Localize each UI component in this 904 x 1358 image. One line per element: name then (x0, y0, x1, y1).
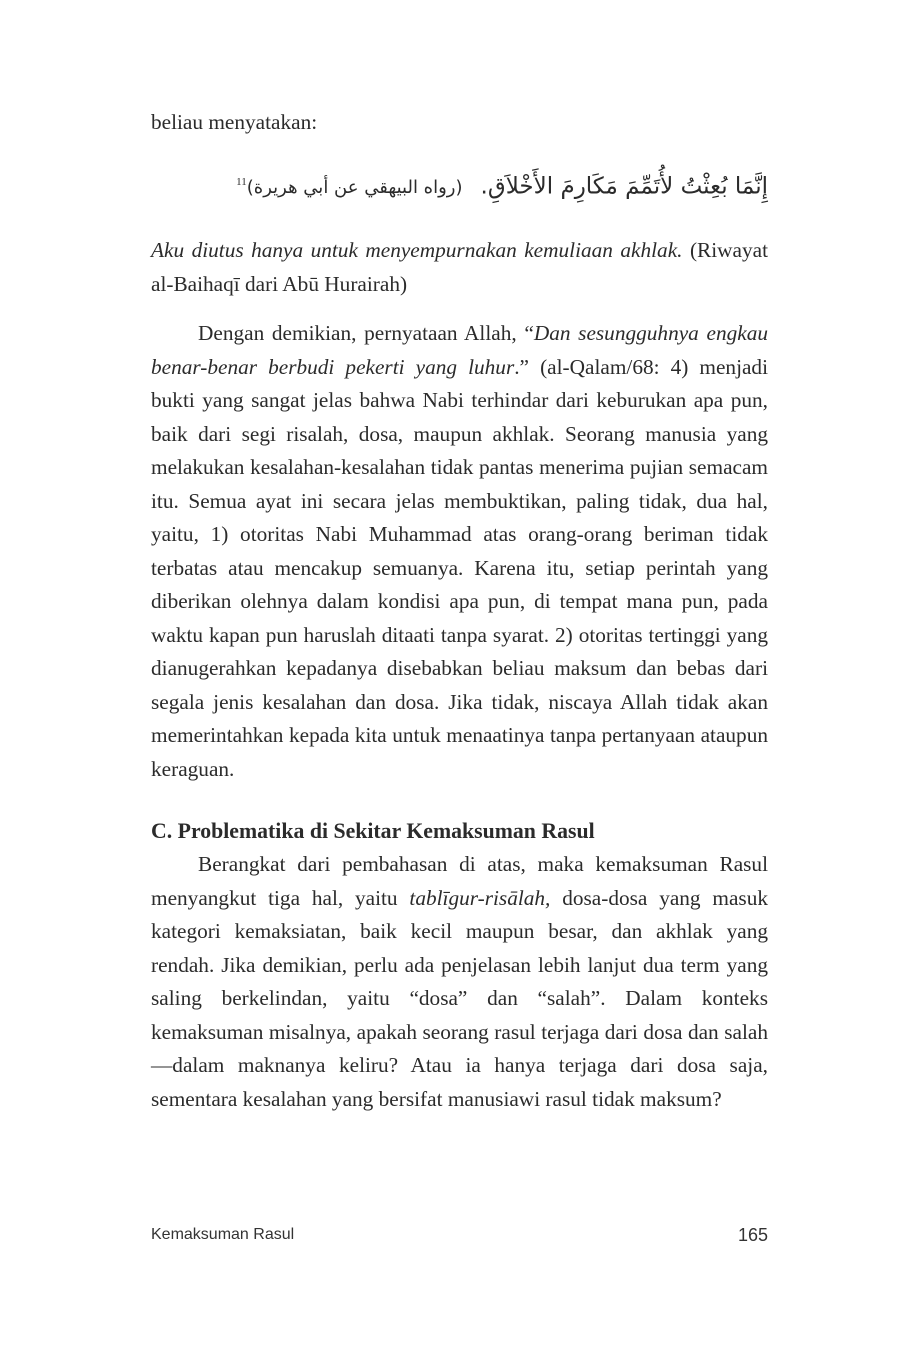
hadith-source: (رواه البيهقي عن أبي هريرة) (246, 177, 463, 199)
paragraph-2-body: dosa-dosa yang masuk kategori kemaksiatan, baik kecil maupun besar, dan akhlak yang rendah. Jika demikian, perlu ada penjelasan lebih lanjut dua term yang saling berkelindan, yaitu “dosa” dan “salah”. Dalam konteks kemaksuman misalnya, apakah seorang rasul terjaga dari dosa dan salah—dalam maknanya keliru? Atau ia hanya terjaga dari dosa saja, sementara kesalahan yang bersifat manusiawi rasul tidak maksum? (151, 885, 769, 1111)
paragraph-1-body: .” (al-Qalam/68: 4) menjadi bukti yang sangat jelas bahwa Nabi terhindar dari keburukan apa pun, baik dari segi risalah, dosa, maupun akhlak. Seorang manusia yang melakukan kesalahan-kesalahan tidak pantas menerima pujian semacam itu. Semua ayat ini secara jelas membuktikan, paling tidak, dua hal, yaitu, 1) otoritas Nabi Muhammad atas orang-orang beriman tidak terbatas atau mencakup semuanya. Karena itu, setiap perintah yang diberikan olehnya dalam kondisi apa pun, di tempat mana pun, pada waktu kapan pun haruslah ditaati tanpa syarat. 2) otoritas tertinggi yang dianugerahkan kepadanya disebabkan beliau maksum dan bebas dari segala jenis kesalahan dan dosa. Jika tidak, niscaya Allah tidak akan memerintahkan kepada kita untuk menaatinya tanpa pertanyaan ataupun keraguan. (151, 354, 769, 781)
page-number: 165 (737, 1225, 768, 1245)
footnote-reference[interactable]: 11 (236, 175, 247, 188)
page-footer (151, 1222, 768, 1248)
translation-source: (Riwayat al-Baihaqī dari Abū Hurairah) (151, 238, 769, 296)
hadith-arabic (151, 162, 768, 209)
page-body (151, 106, 768, 1116)
hadith-arabic-text: إِنَّمَا بُعِثْتُ لأُتَمِّمَ مَكَارِمَ الأَخْلاَقِ. (480, 173, 768, 200)
translation-italic: Aku diutus hanya untuk menyempurnakan kemuliaan akhlak. (151, 238, 683, 263)
section-heading: C. Problematika di Sekitar Kemaksuman Rasul (151, 819, 595, 844)
term-tabligur-risalah: tablīgur-risālah, (409, 885, 551, 910)
hadith-translation (151, 234, 768, 301)
paragraph-1-lead: Dengan demikian, pernyataan Allah, “ (198, 321, 534, 346)
paragraph-2-lead: Berangkat dari pembahasan di atas, maka kemaksuman Rasul menyangkut tiga hal, yaitu (151, 852, 768, 910)
running-title: Kemaksuman Rasul (151, 1226, 295, 1243)
paragraph-1 (151, 317, 768, 786)
paragraph-2 (151, 848, 768, 1116)
intro-line: beliau menyatakan: (151, 110, 318, 134)
quran-quote: Dan sesungguhnya engkau benar-benar berbudi pekerti yang luhur (151, 321, 768, 379)
